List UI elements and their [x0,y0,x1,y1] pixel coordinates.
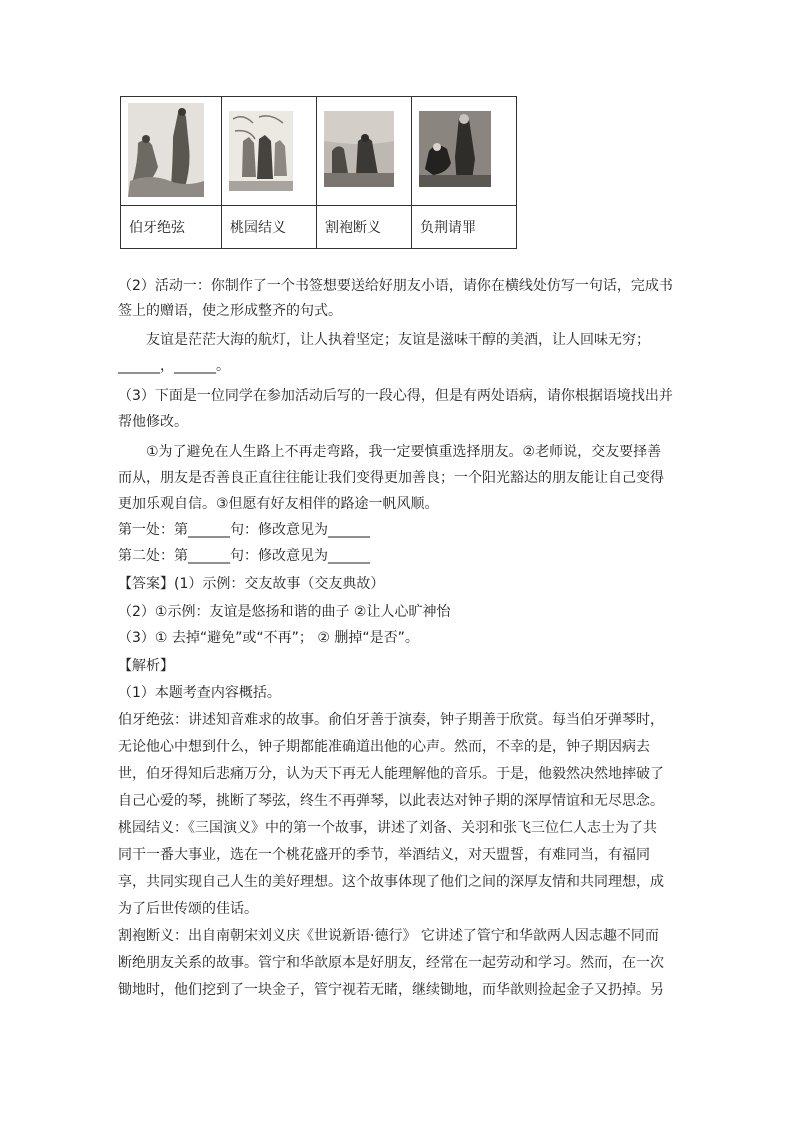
illustration-cell [222,97,317,206]
q3-passage-line: 更加乐观自信。③但愿有好友相伴的路途一帆风顺。 [118,496,439,512]
analysis-line: 享，共同实现自己人生的美好理想。这个故事体现了他们之间的深厚友情和共同理想，成 [118,874,664,890]
illustration-caption: 割袍断义 [317,206,412,249]
analysis-heading: 【解析】 [118,658,174,674]
analysis-line: 无论他心中想到什么，钟子期都能准确道出他的心声。然而，不幸的是，钟子期因病去 [118,739,650,755]
q2-example-sentence: 友谊是茫茫大海的航灯，让人执着坚定；友谊是滋味干醇的美酒，让人回味无穷； [146,332,650,348]
analysis-line: 断绝朋友关系的故事。管宁和华歆原本是好朋友，经常在一起劳动和学习。然而，在一次 [118,955,664,971]
q3-passage-line: 而从，朋友是否善良正直往往能让我们变得更加善良；一个阳光豁达的朋友能让自己变得 [118,470,664,486]
illustration-cell [317,97,412,206]
peach-garden-oath-scene-icon [229,111,293,191]
cut-robe-scene-icon [324,111,394,187]
illustration-caption: 伯牙绝弦 [121,206,222,249]
analysis-line: （1）本题考查内容概括。 [118,685,281,701]
analysis-line: 同干一番大事业，选在一个桃花盛开的季节，举酒结义，对天盟誓，有难同当，有福同 [118,847,650,863]
answer-line: （2）①示例：友谊是悠扬和谐的曲子 ②让人心旷神怡 [118,604,451,620]
analysis-section [118,656,688,1016]
answer-line: 【答案】(1）示例：交友故事（交友典故） [118,576,385,592]
analysis-line: 世，伯牙得知后悲痛万分，认为天下再无人能理解他的音乐。于是，他毅然决然地摔破了 [118,766,664,782]
question-3 [118,386,688,566]
answer-line: （3）① 去掉“避免”或“不再”； ② 删掉“是否”。 [118,630,419,646]
analysis-line: 自己心爱的琴，挑断了琴弦，终生不再弹琴，以此表达对钟子期的深厚情谊和无尽思念。 [118,793,664,809]
analysis-line: 伯牙绝弦：讲述知音难求的故事。俞伯牙善于演奏，钟子期善于欣赏。每当伯牙弹琴时， [118,712,664,728]
boya-guqin-scene-icon [128,103,204,197]
q3-prompt-line: 帮他修改。 [118,414,188,430]
illustration-cell [121,97,222,206]
illustration-cell [412,97,517,206]
analysis-line: 桃园结义：《三国演义》中的第一个故事，讲述了刘备、关羽和张飞三位仁人志士为了共 [118,820,657,836]
q3-answer-slot-1: 第一处：第______句：修改意见为______ [118,522,370,538]
analysis-line: 割袍断义：出自南朝宋刘义庆《世说新语·德行》 它讲述了管宁和华歆两人因志趣不同而 [118,928,659,944]
illustration-table [120,96,517,249]
answer-section [118,574,678,650]
q2-answer-blanks: ______，______。 [118,358,230,374]
q3-passage-line: ①为了避免在人生路上不再走弯路，我一定要慎重选择朋友。②老师说，交友要择善 [146,444,662,460]
q3-prompt-line: （3）下面是一位同学在参加活动后写的一段心得，但是有两处语病，请你根据语境找出并 [118,388,673,404]
q2-prompt-line: 签上的赠语，使之形成整齐的句式。 [118,303,342,319]
thorn-apology-scene-icon [419,111,491,187]
analysis-line: 锄地时，他们挖到了一块金子，管宁视若无睹，继续锄地，而华歆则捡起金子又扔掉。另 [118,982,664,998]
question-2 [118,276,678,376]
analysis-line: 为了后世传颂的佳话。 [118,901,258,917]
illustration-caption: 桃园结义 [222,206,317,249]
q3-answer-slot-2: 第二处：第______句：修改意见为______ [118,548,370,564]
illustration-caption: 负荆请罪 [412,206,517,249]
q2-prompt-line: （2）活动一：你制作了一个书签想要送给好朋友小语，请你在横线处仿写一句话，完成书 [118,278,673,294]
